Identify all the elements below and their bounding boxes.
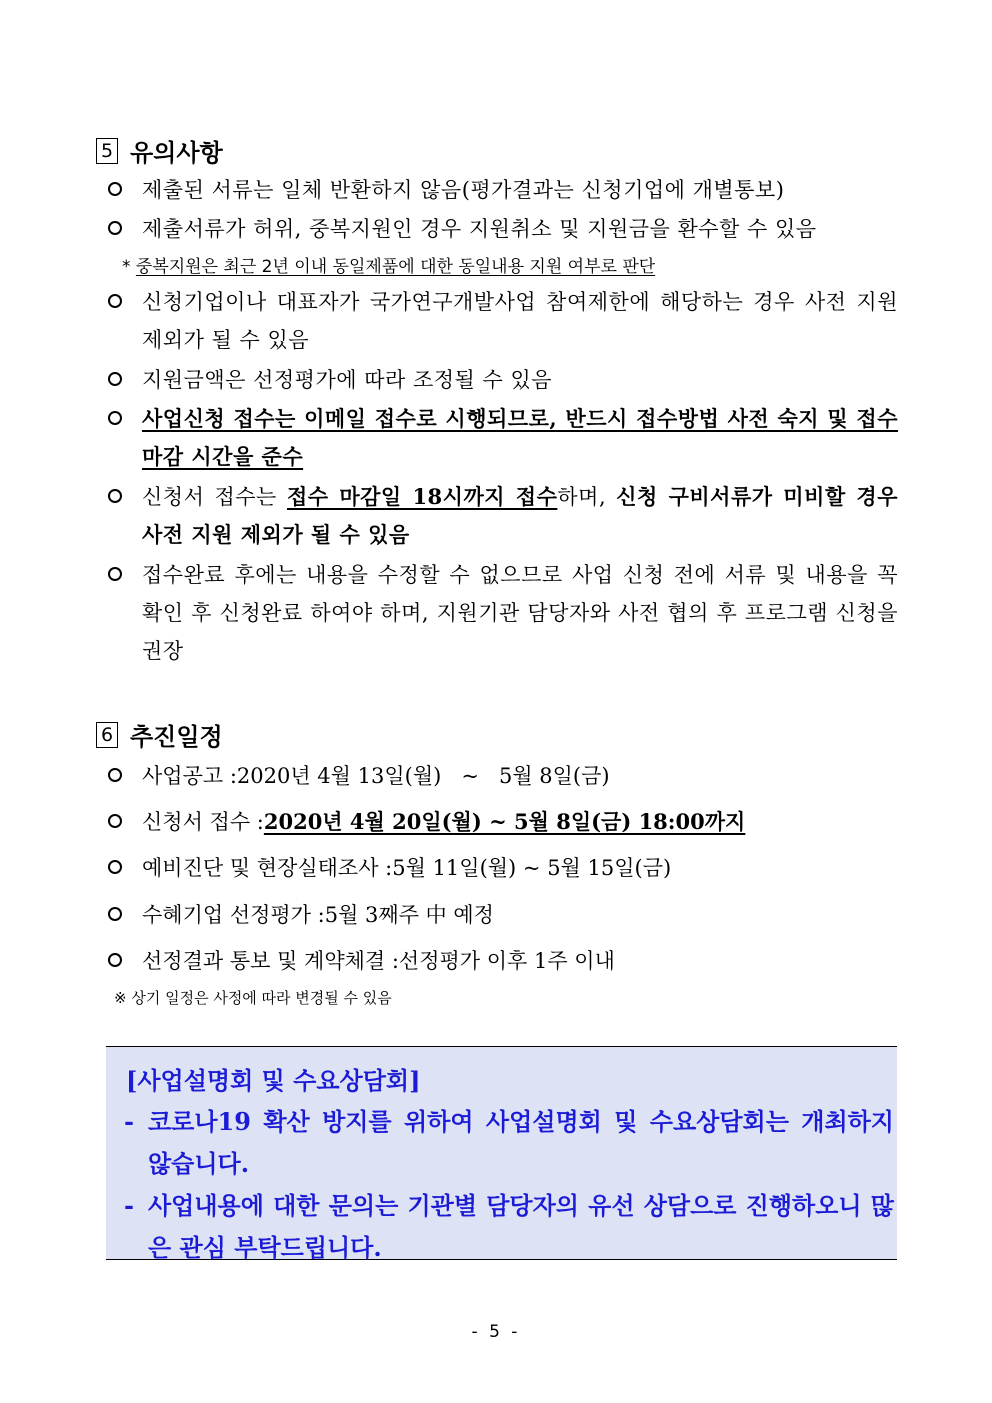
info-box-text: 사업내용에 대한 문의는 기관별 담당자의 유선 상담으로 진행하오니 많은 관심 부탁드립니다. (148, 1191, 894, 1262)
circle-bullet-icon (108, 567, 122, 581)
circle-bullet-icon (108, 489, 122, 503)
schedule-label: 선정결과 통보 및 계약체결 : (142, 949, 399, 973)
list-item (108, 210, 898, 248)
circle-bullet-icon (108, 814, 122, 828)
footnote-text: 중복지원은 최근 2년 이내 동일제품에 대한 동일내용 지원 여부로 판단 (135, 257, 656, 277)
section-number: 5 (96, 138, 118, 164)
item-text-part: 신청서 접수는 (142, 485, 287, 509)
info-box-title: [사업설명회 및 수요상담회] (126, 1066, 421, 1095)
schedule-label: 신청서 접수 : (142, 810, 264, 834)
deadline-emphasis: 접수 마감일 18시까지 접수 (286, 484, 558, 509)
list-item (108, 400, 898, 476)
schedule-item (108, 852, 671, 882)
schedule-item (108, 806, 745, 836)
item-text-part: 하며, (557, 485, 617, 509)
schedule-value: 선정평가 이후 1주 이내 (398, 949, 615, 973)
item-text: 제출된 서류는 일체 반환하지 않음(평가결과는 신청기업에 개별통보) (142, 178, 785, 202)
page-number: - 5 - (471, 1322, 521, 1342)
circle-bullet-icon (108, 221, 122, 235)
circle-bullet-icon (108, 372, 122, 386)
circle-bullet-icon (108, 411, 122, 425)
section-title: 추진일정 (130, 723, 223, 751)
schedule-value: 5월 11일(월) ~ 5월 15일(금) (392, 856, 672, 880)
item-text: 신청기업이나 대표자가 국가연구개발사업 참여제한에 해당하는 경우 사전 지원 제외가 될 수 있음 (142, 290, 898, 352)
info-box-text: 코로나19 확산 방지를 위하여 사업설명회 및 수요상담회는 개최하지 않습니다. (148, 1107, 894, 1178)
item-text (142, 478, 898, 554)
circle-bullet-icon (108, 768, 122, 782)
info-box-line (124, 1101, 894, 1185)
info-box-line (124, 1185, 894, 1269)
item-text: 접수완료 후에는 내용을 수정할 수 없으므로 사업 신청 전에 서류 및 내용을 꼭 확인 후 신청완료 하여야 하며, 지원기관 담당자와 사전 협의 후 프로그램 신청을 권장 (142, 563, 898, 663)
footnote (122, 252, 655, 277)
circle-bullet-icon (108, 182, 122, 196)
list-item (108, 361, 898, 399)
schedule-label: 수혜기업 선정평가 : (142, 903, 325, 927)
list-item (108, 171, 898, 209)
schedule-note: ※ 상기 일정은 사정에 따라 변경될 수 있음 (114, 989, 392, 1007)
dash-mark: - (124, 1191, 134, 1220)
section-6-heading (96, 717, 223, 752)
schedule-label: 사업공고 : (142, 764, 237, 788)
section-5-heading (96, 133, 223, 168)
asterisk-mark: * (122, 257, 131, 277)
section-number: 6 (96, 722, 118, 748)
item-text-emphasis: 사업신청 접수는 이메일 접수로 시행되므로, 반드시 접수방법 사전 숙지 및 접수마감 시간을 준수 (142, 406, 898, 469)
schedule-item (108, 899, 494, 929)
list-item (108, 478, 898, 554)
schedule-label: 예비진단 및 현장실태조사 : (142, 856, 393, 880)
item-text: 제출서류가 허위, 중복지원인 경우 지원취소 및 지원금을 환수할 수 있음 (142, 217, 817, 241)
schedule-item (108, 945, 615, 975)
circle-bullet-icon (108, 294, 122, 308)
circle-bullet-icon (108, 860, 122, 874)
item-text: 지원금액은 선정평가에 따라 조정될 수 있음 (142, 368, 553, 392)
schedule-value: 2020년 4월 13일(월) ~ 5월 8일(금) (236, 764, 610, 788)
schedule-item (108, 760, 610, 790)
circle-bullet-icon (108, 907, 122, 921)
list-item (108, 283, 898, 359)
info-box (106, 1046, 897, 1260)
exclusion-emphasis: 신청 구비서류가 미비할 경우 사전 지원 제외가 될 수 있음 (142, 484, 898, 547)
circle-bullet-icon (108, 953, 122, 967)
dash-mark: - (124, 1107, 134, 1136)
section-title: 유의사항 (130, 139, 223, 167)
schedule-value: 5월 3째주 中 예정 (324, 903, 494, 927)
schedule-value-emphasis: 2020년 4월 20일(월) ~ 5월 8일(금) 18:00까지 (263, 809, 746, 834)
list-item (108, 556, 898, 670)
